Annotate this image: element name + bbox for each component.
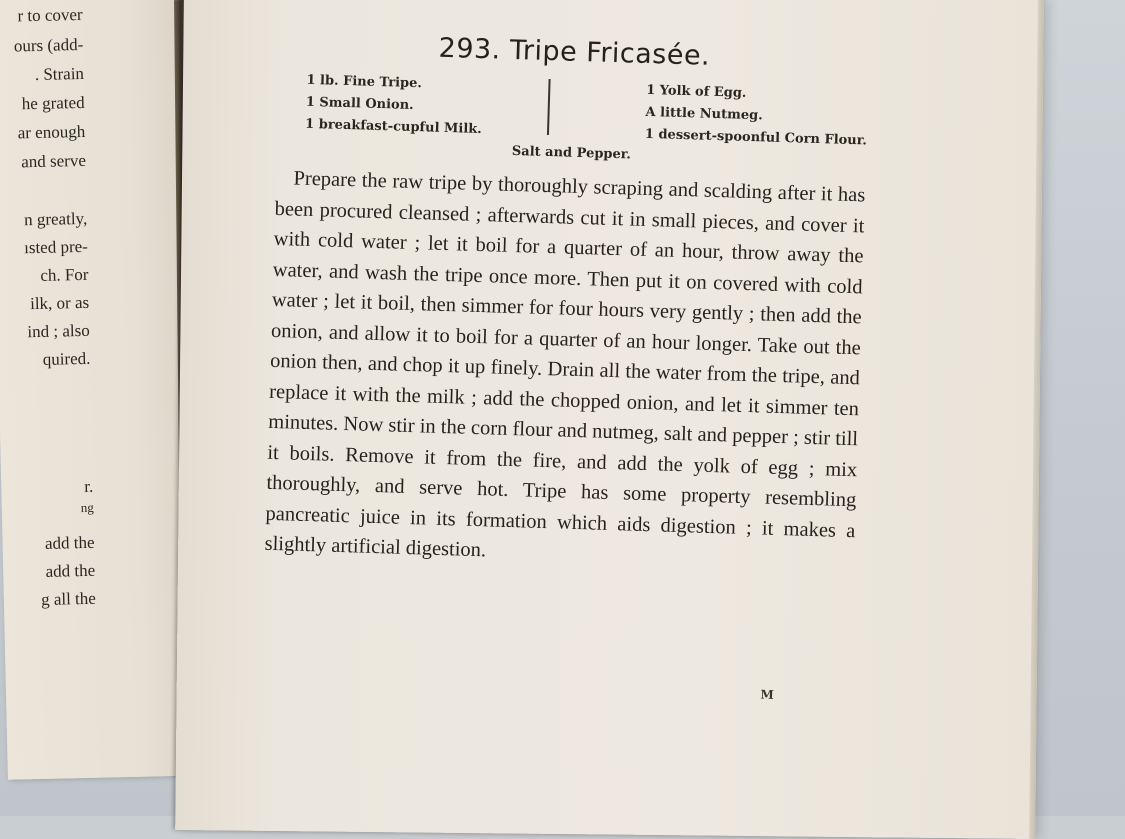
left-page-line: ısted pre- xyxy=(23,236,89,258)
left-page-line: ng xyxy=(80,499,94,516)
recipe-method: Prepare the raw tripe by thoroughly scraping and scalding after it has been procured cleansed ; afterwards cut it in small pieces, and cover it with cold water ; let it boil for a quarter of an hour, throw away the water, and wash the tripe once more. Then put it on covered with cold water ; let it boil, then simmer for four hours very gently ; then add the onion, and allow it to boil for a quarter of an hour longer. Take out the onion then, and chop it up finely. Drain all the water from the tripe, and replace it with the milk ; add the chopped onion, and let it simmer ten minutes. Now stir in the corn flour and nutmeg, salt and pepper ; stir till it boils. Remove it from the fire, and add the yolk of egg ; mix thoroughly, and serve hot. Tripe has some property resembling pancreatic juice in its formation which aids digestion ; it makes a slightly artificial digestion. xyxy=(264,167,866,562)
ingredient-item: 1 lb. Fine Tripe. xyxy=(306,72,423,92)
left-page-line: ind ; also xyxy=(27,320,90,342)
left-page-line: quired. xyxy=(42,348,91,369)
ingredients-right-column xyxy=(645,80,869,153)
left-page-line: g all the xyxy=(40,588,97,609)
signature-mark: M xyxy=(760,687,774,702)
left-page-line: n greatly, xyxy=(23,208,88,230)
left-page-line: add the xyxy=(45,560,96,581)
seasoning-line: Salt and Pepper. xyxy=(511,143,632,163)
left-page-line: ilk, or as xyxy=(29,292,90,314)
ingredients-left-column xyxy=(305,70,484,141)
left-page-line: r to cover xyxy=(17,4,83,26)
left-page-line: ours (add- xyxy=(13,34,84,56)
left-page-line: ch. For xyxy=(40,264,89,285)
recipe-title: 293. Tripe Fricasée. xyxy=(438,32,711,72)
left-page xyxy=(0,0,204,780)
ingredient-item: 1 breakfast-cupful Milk. xyxy=(304,116,483,138)
left-page-line: add the xyxy=(44,532,95,553)
left-page-line: . Strain xyxy=(34,63,85,85)
ingredient-item: 1 Small Onion. xyxy=(305,94,414,113)
ingredient-item: 1 dessert-spoonful Corn Flour. xyxy=(644,126,868,149)
ingredient-divider xyxy=(547,79,551,135)
left-page-line: ar enough xyxy=(17,121,86,143)
ingredient-item: 1 Yolk of Egg. xyxy=(645,82,747,101)
left-page-line: r. xyxy=(84,476,94,496)
ingredient-item: A little Nutmeg. xyxy=(645,104,763,124)
left-page-line: and serve xyxy=(21,150,87,172)
left-page-line: he grated xyxy=(21,92,85,114)
recipe xyxy=(264,28,870,702)
